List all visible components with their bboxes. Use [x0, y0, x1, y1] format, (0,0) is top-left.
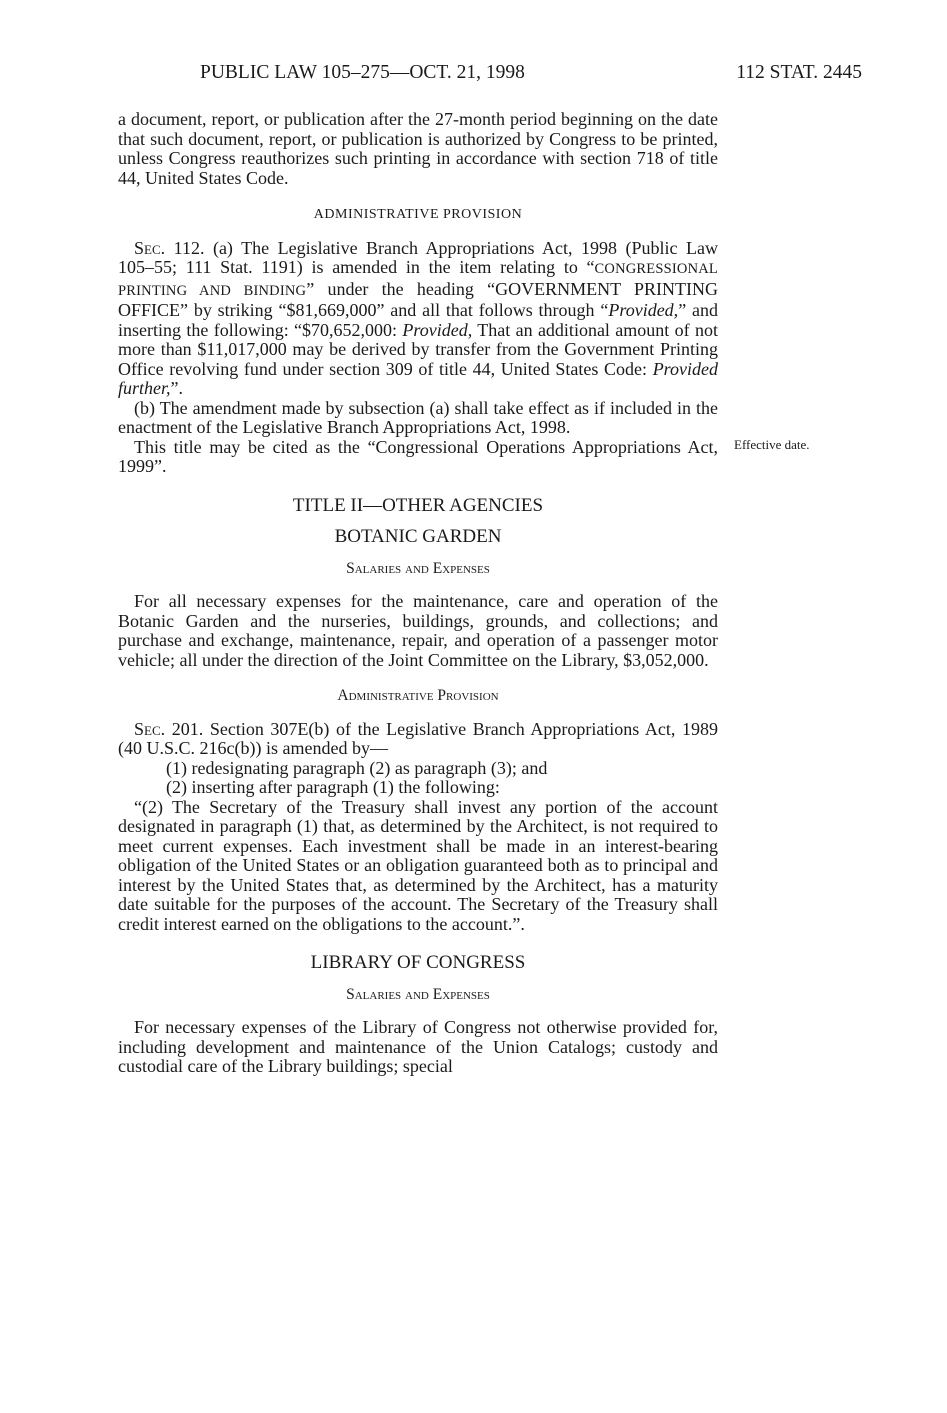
text-run: (a) The Legislative Branch Appropriations Act, 1998 (Public Law 105–55; 111 Stat. 1191) is amended in the item relating to “: [118, 237, 718, 277]
running-head-title: PUBLIC LAW 105–275—OCT. 21, 1998: [200, 62, 525, 83]
paragraph-continued: a document, report, or publication after the 27-month period beginning on the date that such document, report, or publication is authorized by Congress to be printed, unless Congress reauthorizes such printing in accordance with section 718 of title 44, United States Code.: [118, 109, 718, 188]
text-run: That an additional amount of not more than $11,017,000 may be derived by transfer from the Government Printing Office revolving fund under section 309 of title 44, United States Code:: [118, 319, 718, 379]
italic-run: Provided,: [608, 300, 679, 320]
botanic-garden-appropriation: For all necessary expenses for the maintenance, care and operation of the Botanic Garden and the nurseries, buildings, grounds, and collections; and purchase and exchange, maintenance, repair, and operation of a passenger motor vehicle; all under the direction of the Joint Committee on the Library, $3,052,000.: [118, 591, 718, 670]
small-caps-run: CONGRESSIONAL PRINTING AND BINDING: [118, 261, 718, 299]
section-201: [118, 720, 718, 759]
italic-run: Provided further,: [118, 358, 718, 398]
heading-title-ii: TITLE II—OTHER AGENCIES: [292, 494, 544, 516]
body-column: [118, 110, 718, 1077]
section-label: Sec. 112.: [134, 237, 205, 258]
heading-library-of-congress: LIBRARY OF CONGRESS: [310, 952, 526, 973]
section-label: Sec. 201.: [134, 718, 204, 739]
heading-text: Salaries and Expenses: [346, 559, 490, 577]
heading-text: Salaries and Expenses: [346, 985, 490, 1003]
text-run: Section 307E(b) of the Legislative Branch Appropriations Act, 1989 (40 U.S.C. 216c(b)) is amended by—: [118, 718, 719, 758]
quoted-paragraph: “(2) The Secretary of the Treasury shall invest any portion of the account designated in paragraph (1) that, as determined by the Architect, is not required to meet current expenses. Each investment shall be made in an interest-bearing obligation of the United States or an obligation guaranteed both as to principal and interest by the United States that, as determined by the Architect, has a maturity date suitable for the purposes of the account. The Secretary of the Treasury shall credit interest earned on the obligations to the account.”.: [118, 796, 718, 934]
section-112-b: (b) The amendment made by subsection (a) shall take effect as if included in the enactment of the Legislative Branch Appropriations Act, 1998.: [118, 397, 718, 437]
text-run: ”.: [170, 378, 184, 398]
heading-text: Administrative Provision: [337, 687, 499, 704]
short-title-citation: This title may be cited as the “Congressional Operations Appropriations Act, 1999”.: [118, 436, 718, 476]
section-112-a: [118, 239, 718, 399]
text-run: ” under the heading “GOVERNMENT PRINTING OFFICE” by striking “$81,669,000” and all that follows through “: [118, 278, 718, 320]
heading-administrative-provision: ADMINISTRATIVE PROVISION: [313, 207, 523, 222]
running-head: [200, 60, 862, 86]
heading-salaries-expenses: [118, 559, 718, 579]
text-run: ” and inserting the following: “$70,652,000:: [118, 300, 718, 340]
library-appropriation: For necessary expenses of the Library of Congress not otherwise provided for, including development and maintenance of the Union Catalogs; custody and custodial care of the Library buildings; special: [118, 1017, 718, 1076]
italic-run: Provided,: [402, 319, 473, 340]
heading-administrative-provision: [118, 686, 718, 706]
list-item: (1) redesignating paragraph (2) as paragraph (3); and: [166, 757, 548, 778]
running-head-stat-citation: 112 STAT. 2445: [736, 62, 862, 83]
heading-botanic-garden: BOTANIC GARDEN: [334, 526, 502, 547]
list-item: (2) inserting after paragraph (1) the following:: [166, 777, 500, 797]
heading-salaries-expenses: [118, 985, 718, 1005]
margin-note-effective-date: Effective date.: [734, 437, 810, 452]
